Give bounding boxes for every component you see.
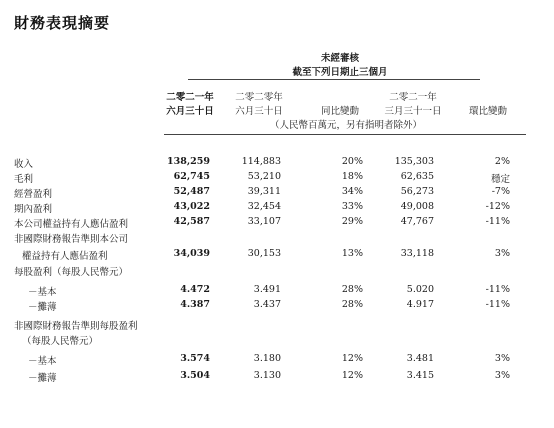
value-2021q2: 43,022 xyxy=(173,201,210,212)
value-yoy: 28% xyxy=(341,284,363,295)
row-label: 本公司權益持有人應佔盈利 xyxy=(14,219,129,230)
value-yoy: 28% xyxy=(341,299,363,310)
value-2021q1: 49,008 xyxy=(400,201,434,212)
value-qoq: 3% xyxy=(494,353,510,364)
value-2020q2: 3.180 xyxy=(253,353,281,364)
unaudited-label: 未經審核 xyxy=(320,53,359,64)
row-label: 經營盈利 xyxy=(14,189,53,200)
value-2021q1: 3.481 xyxy=(406,353,434,364)
value-2020q2: 114,883 xyxy=(241,156,281,167)
value-yoy: 29% xyxy=(341,216,363,227)
value-2021q1: 47,767 xyxy=(400,216,434,227)
value-2021q1: 33,118 xyxy=(400,248,434,259)
value-qoq: 3% xyxy=(494,370,510,381)
col2-year: 二零二零年 xyxy=(235,92,283,103)
value-qoq: -11% xyxy=(485,299,510,310)
header-bottom-divider xyxy=(164,134,526,135)
value-2021q2: 42,587 xyxy=(173,216,210,227)
value-yoy: 18% xyxy=(341,171,363,182)
value-yoy: 12% xyxy=(341,370,363,381)
value-yoy: 34% xyxy=(341,186,363,197)
value-2020q2: 30,153 xyxy=(247,248,281,259)
value-2021q2: 3.574 xyxy=(180,353,210,364)
row-label: 期內盈利 xyxy=(14,204,53,215)
value-2020q2: 3.491 xyxy=(253,284,281,295)
row-label: 權益持有人應佔盈利 xyxy=(22,251,108,262)
value-yoy: 33% xyxy=(341,201,363,212)
value-yoy: 13% xyxy=(341,248,363,259)
col4-year: 二零二一年 xyxy=(389,92,437,103)
unit-note: （人民幣百萬元，另有指明者除外） xyxy=(269,120,422,131)
row-label: 非國際財務報告準則每股盈利 xyxy=(14,321,138,332)
value-2021q2: 52,487 xyxy=(173,186,210,197)
value-2021q2: 3.504 xyxy=(180,370,210,381)
value-2020q2: 33,107 xyxy=(247,216,281,227)
value-2021q2: 34,039 xyxy=(173,248,210,259)
value-qoq: -7% xyxy=(491,186,510,197)
value-2021q1: 4.917 xyxy=(406,299,434,310)
value-2020q2: 53,210 xyxy=(247,171,281,182)
value-yoy: 12% xyxy=(341,353,363,364)
value-2021q2: 4.472 xyxy=(180,284,210,295)
row-label: 每股盈利（每股人民幣元） xyxy=(14,267,129,278)
col5-header: 環比變動 xyxy=(468,106,507,117)
value-qoq: -11% xyxy=(485,284,510,295)
value-qoq: -11% xyxy=(485,216,510,227)
value-2021q2: 138,259 xyxy=(167,156,210,167)
col2-date: 六月三十日 xyxy=(235,106,283,117)
value-2021q1: 62,635 xyxy=(400,171,434,182)
value-2021q2: 4.387 xyxy=(180,299,210,310)
col3-header: 同比變動 xyxy=(320,106,359,117)
value-2021q1: 56,273 xyxy=(400,186,434,197)
col1-year: 二零二一年 xyxy=(166,92,214,103)
row-label: 收入 xyxy=(14,159,34,170)
period-label: 截至下列日期止三個月 xyxy=(292,67,388,78)
row-label: －攤薄 xyxy=(28,302,57,313)
row-label: 毛利 xyxy=(14,174,34,185)
value-2020q2: 32,454 xyxy=(247,201,281,212)
header-divider xyxy=(188,79,480,80)
value-2020q2: 39,311 xyxy=(247,186,281,197)
value-2021q1: 135,303 xyxy=(394,156,434,167)
row-label: 非國際財務報告準則本公司 xyxy=(14,234,129,245)
value-2021q1: 5.020 xyxy=(406,284,434,295)
value-qoq: 2% xyxy=(494,156,510,167)
row-label: －攤薄 xyxy=(28,373,57,384)
value-yoy: 20% xyxy=(341,156,363,167)
value-qoq: 穩定 xyxy=(490,174,510,185)
row-label: （每股人民幣元） xyxy=(22,336,99,347)
value-qoq: -12% xyxy=(485,201,510,212)
row-label: －基本 xyxy=(28,356,57,367)
page-title: 財務表現摘要 xyxy=(14,14,111,32)
value-2021q1: 3.415 xyxy=(406,370,434,381)
row-label: －基本 xyxy=(28,287,57,298)
value-qoq: 3% xyxy=(494,248,510,259)
value-2020q2: 3.437 xyxy=(253,299,281,310)
value-2021q2: 62,745 xyxy=(173,171,210,182)
value-2020q2: 3.130 xyxy=(253,370,281,381)
col4-date: 三月三十一日 xyxy=(384,106,442,117)
col1-date: 六月三十日 xyxy=(166,106,214,117)
